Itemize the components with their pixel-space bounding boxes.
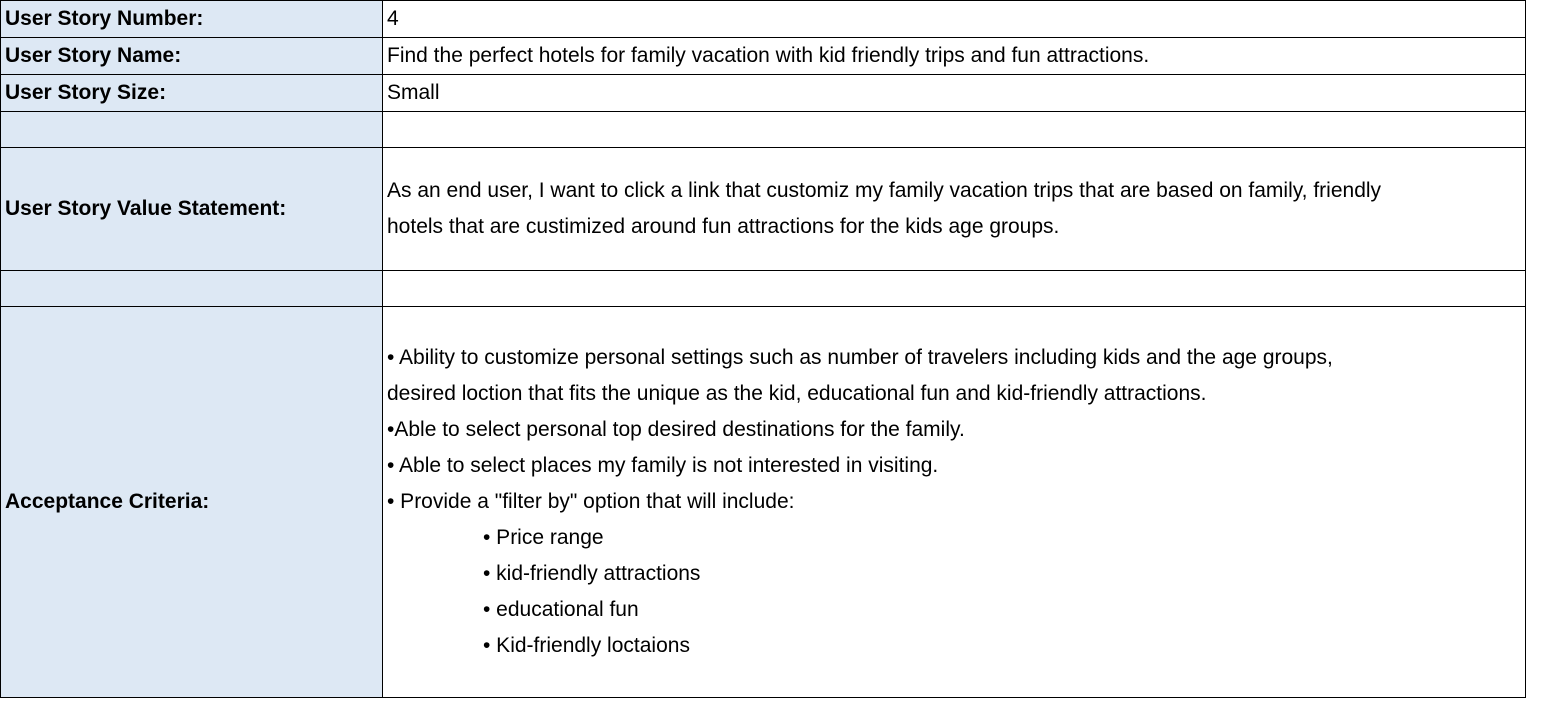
story-name-row (1, 38, 1526, 75)
value-statement-row (1, 148, 1526, 271)
acceptance-criterion: • Ability to customize personal settings such as number of travelers including kids and the age groups, (387, 346, 1333, 369)
filter-option: • kid-friendly attractions (483, 562, 701, 585)
story-name-value[interactable]: Find the perfect hotels for family vacation with kid friendly trips and fun attractions. (383, 38, 1526, 75)
filter-option: • educational fun (483, 598, 639, 621)
story-size-label: User Story Size: (1, 75, 383, 112)
acceptance-criteria-label: Acceptance Criteria: (1, 307, 383, 698)
story-number-value[interactable]: 4 (383, 1, 1526, 38)
acceptance-criterion: •Able to select personal top desired destinations for the family. (387, 418, 965, 441)
blank-label-cell (1, 271, 383, 307)
value-statement-cell[interactable] (383, 148, 1526, 271)
value-statement-line: hotels that are custimized around fun attractions for the kids age groups. (387, 215, 1060, 238)
blank-value-cell[interactable] (383, 271, 1526, 307)
filter-option: • Price range (483, 526, 604, 549)
acceptance-criteria-row (1, 307, 1526, 698)
acceptance-criterion: • Able to select places my family is not interested in visiting. (387, 454, 939, 477)
blank-row (1, 112, 1526, 148)
acceptance-criterion: desired loction that fits the unique as the kid, educational fun and kid-friendly attractions. (387, 382, 1207, 405)
blank-row (1, 271, 1526, 307)
story-number-label: User Story Number: (1, 1, 383, 38)
story-size-row (1, 75, 1526, 112)
blank-value-cell[interactable] (383, 112, 1526, 148)
value-statement-line: As an end user, I want to click a link that customiz my family vacation trips that are based on family, friendly (387, 179, 1382, 202)
acceptance-criteria-cell[interactable] (383, 307, 1526, 698)
blank-label-cell (1, 112, 383, 148)
acceptance-criterion: • Provide a "filter by" option that will include: (387, 490, 795, 513)
value-statement-label: User Story Value Statement: (1, 148, 383, 271)
story-name-label: User Story Name: (1, 38, 383, 75)
story-number-row (1, 1, 1526, 38)
story-size-value[interactable]: Small (383, 75, 1526, 112)
filter-option: • Kid-friendly loctaions (483, 634, 690, 657)
